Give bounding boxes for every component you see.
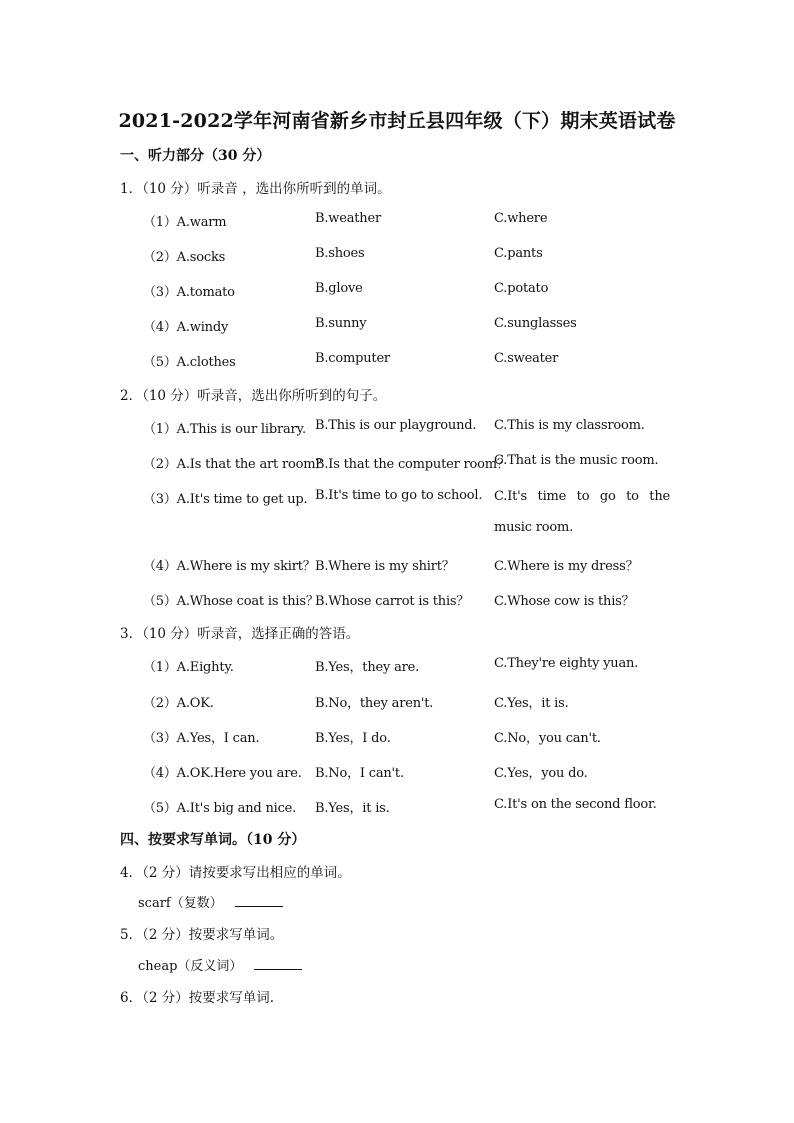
option: C.sweater <box>494 351 559 366</box>
option: B.glove <box>315 281 363 296</box>
question-4-word: scarf（复数） <box>138 896 223 911</box>
question-1-stem: 1．（10 分）听录音 ，选出你所听到的单词。 <box>120 181 391 197</box>
option: （4）A.OK.Here you are. <box>143 766 302 781</box>
question-2-stem: 2．（10 分）听录音，选出你所听到的句子。 <box>120 388 387 404</box>
option: （2）A.OK. <box>143 696 214 711</box>
option: B.shoes <box>315 246 365 261</box>
option: C.That is the music room. <box>494 453 659 468</box>
option: C.No，you can't. <box>494 731 601 746</box>
option: B.It's time to go to school. <box>315 488 483 503</box>
section-listening-heading: 一、听力部分（30 分） <box>120 148 271 164</box>
option: C.where <box>494 211 548 226</box>
option: （3）A.tomato <box>143 285 235 300</box>
question-5-word: cheap（反义词） <box>138 959 243 974</box>
option: C.sunglasses <box>494 316 577 331</box>
option: B.Is that the computer room？ <box>315 457 510 472</box>
option: B.Where is my shirt？ <box>315 559 455 574</box>
question-4-stem: 4．（2 分）请按要求写出相应的单词。 <box>120 865 351 881</box>
option: B.This is our playground. <box>315 418 477 433</box>
option: C.It's time to go to the music room. <box>494 489 670 535</box>
option: （3）A.Yes，I can. <box>143 731 260 746</box>
option: （2）A.Is that the art room？ <box>143 457 329 472</box>
option: C.This is my classroom. <box>494 418 645 433</box>
option: C.Where is my dress？ <box>494 559 639 574</box>
option: （5）A.It's big and nice. <box>143 801 297 816</box>
option: B.Yes，it is. <box>315 801 390 816</box>
option: （4）A.windy <box>143 320 229 335</box>
option: B.sunny <box>315 316 367 331</box>
option: （1）A.Eighty. <box>143 660 234 675</box>
option: （3）A.It's time to get up. <box>143 492 308 507</box>
option: B.Whose carrot is this？ <box>315 594 470 609</box>
option: B.No，they aren't. <box>315 696 434 711</box>
option: B.Yes，they are. <box>315 660 420 675</box>
option: B.Yes，I do. <box>315 731 391 746</box>
option: C.Yes，you do. <box>494 766 588 781</box>
answer-blank[interactable] <box>235 894 283 907</box>
option: B.No，I can't. <box>315 766 404 781</box>
section-writing-heading: 四、按要求写单词。（10 分） <box>120 832 306 848</box>
option: C.They're eighty yuan. <box>494 656 639 671</box>
question-3-stem: 3．（10 分）听录音，选择正确的答语。 <box>120 626 360 642</box>
option: C.pants <box>494 246 543 261</box>
page-title: 2021-2022学年河南省新乡市封丘县四年级（下）期末英语试卷 <box>118 110 676 132</box>
option: C.It's on the second floor. <box>494 797 657 812</box>
option: （1）A.warm <box>143 215 227 230</box>
option: C.Whose cow is this？ <box>494 594 635 609</box>
option: B.weather <box>315 211 381 226</box>
question-4-prompt <box>138 892 283 911</box>
option: C.Yes，it is. <box>494 696 569 711</box>
answer-blank[interactable] <box>254 957 302 970</box>
option: B.computer <box>315 351 390 366</box>
option: （5）A.clothes <box>143 355 236 370</box>
question-6-stem: 6．（2 分）按要求写单词. <box>120 990 275 1006</box>
question-5-stem: 5．（2 分）按要求写单词。 <box>120 927 284 943</box>
option: C.potato <box>494 281 549 296</box>
option: （5）A.Whose coat is this？ <box>143 594 319 609</box>
option: （1）A.This is our library. <box>143 422 306 437</box>
option: （2）A.socks <box>143 250 226 265</box>
option: （4）A.Where is my skirt？ <box>143 559 316 574</box>
question-5-prompt <box>138 955 302 974</box>
